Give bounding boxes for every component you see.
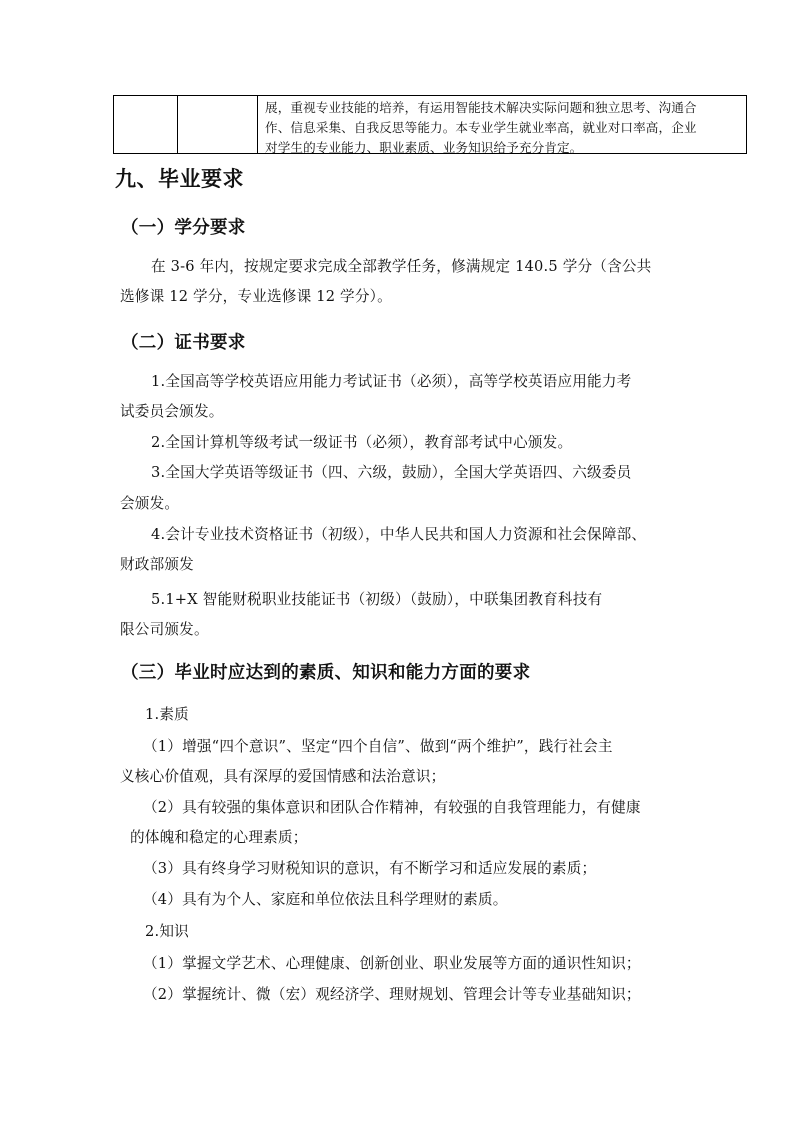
credit-text-line: 在 3-6 年内，按规定要求完成全部教学任务，修满规定 140.5 学分（含公共	[151, 258, 652, 275]
knowledge-item: （2）掌握统计、微（宏）观经济学、理财规划、管理会计等专业基础知识；	[143, 986, 641, 1003]
quality-item: （1）增强“四个意识”、坚定“四个自信”、做到“两个维护”，践行社会主	[143, 738, 613, 755]
table-text-line: 对学生的专业能力、职业素质、业务知识给予充分肯定。	[265, 140, 583, 155]
certificate-item: 3.全国大学英语等级证书（四、六级，鼓励），全国大学英语四、六级委员	[151, 464, 632, 481]
quality-title: 1.素质	[145, 706, 189, 723]
table-cell-empty-1	[114, 96, 178, 153]
certificate-item: 4.会计专业技术资格证书（初级），中华人民共和国人力资源和社会保障部、	[151, 526, 647, 543]
knowledge-title: 2.知识	[145, 923, 189, 940]
quality-item: （2）具有较强的集体意识和团队合作精神，有较强的自我管理能力，有健康	[143, 799, 641, 816]
credit-heading: （一）学分要求	[121, 218, 246, 238]
quality-item-cont: 的体魄和稳定的心理素质；	[130, 829, 308, 846]
certificate-item-cont: 试委员会颁发。	[120, 403, 224, 420]
table-cell-description	[258, 96, 746, 153]
section-title: 九、毕业要求	[115, 167, 244, 191]
certificate-heading: （二）证书要求	[121, 333, 246, 353]
quality-item-cont: 义核心价值观，具有深厚的爱国情感和法治意识；	[120, 768, 446, 785]
certificate-item: 5.1+X 智能财税职业技能证书（初级）（鼓励），中联集团教育科技有	[151, 591, 603, 608]
certificate-item-cont: 会颁发。	[120, 495, 180, 512]
quality-item: （4）具有为个人、家庭和单位依法且科学理财的素质。	[143, 891, 508, 908]
certificate-item-cont: 财政部颁发	[120, 556, 194, 573]
certificate-item-cont: 限公司颁发。	[120, 621, 209, 638]
credit-text-line: 选修课 12 学分，专业选修课 12 学分）。	[120, 288, 392, 305]
table-text-line: 展，重视专业技能的培养，有运用智能技术解决实际问题和独立思考、沟通合	[265, 100, 697, 115]
table-fragment	[113, 95, 747, 154]
knowledge-item: （1）掌握文学艺术、心理健康、创新创业、职业发展等方面的通识性知识；	[143, 955, 641, 972]
certificate-item: 1.全国高等学校英语应用能力考试证书（必须），高等学校英语应用能力考	[151, 373, 632, 390]
table-cell-empty-2	[178, 96, 258, 153]
table-text-line: 作、信息采集、自我反思等能力。本专业学生就业率高，就业对口率高，企业	[265, 120, 697, 135]
certificate-item: 2.全国计算机等级考试一级证书（必须），教育部考试中心颁发。	[151, 434, 573, 451]
graduation-heading: （三）毕业时应达到的素质、知识和能力方面的要求	[121, 663, 531, 683]
quality-item: （3）具有终身学习财税知识的意识，有不断学习和适应发展的素质；	[143, 860, 597, 877]
